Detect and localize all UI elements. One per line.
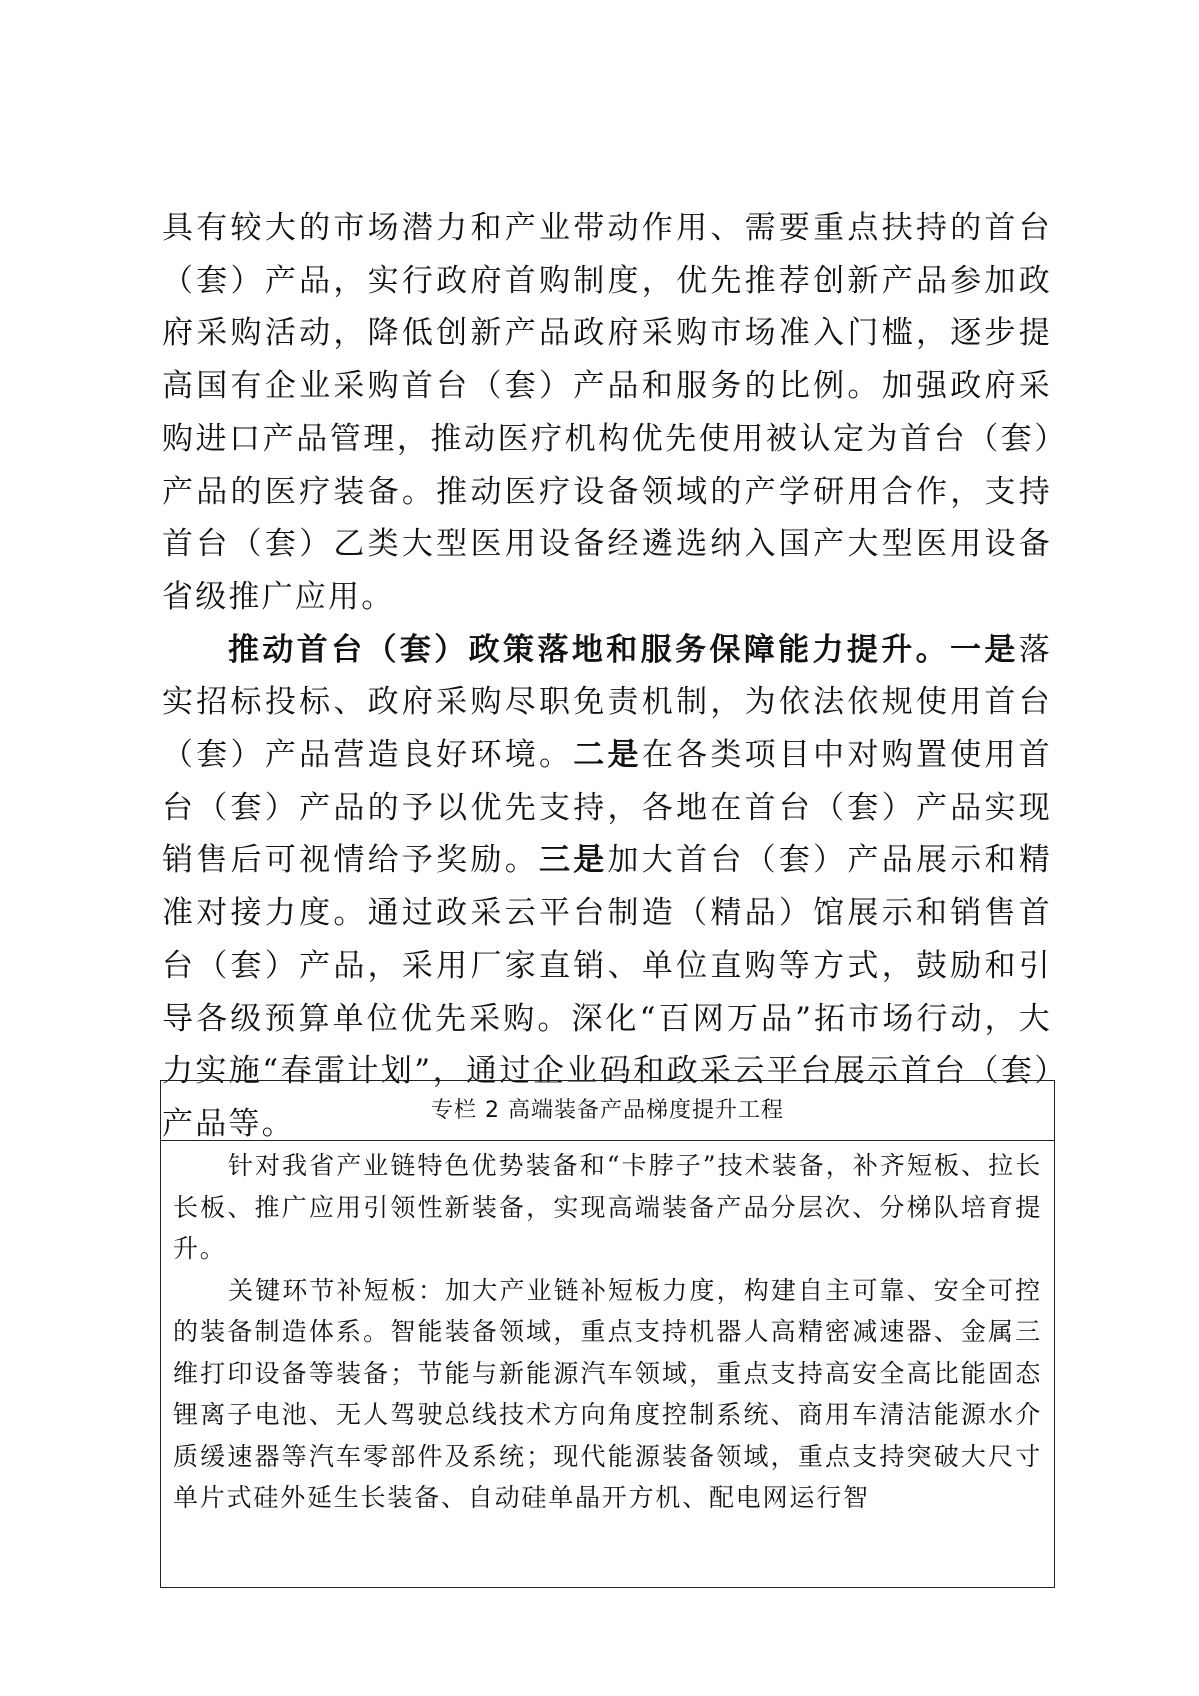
item-label-first: 一是 xyxy=(950,631,1019,668)
item-text-third: 加大首台（套）产品展示和精准对接力度。通过政采云平台制造（精品）馆展示和销售首台（套）产品，采用厂家直销、单位直购等方式，鼓励和引导各级预算单位优先采购。深化“百网万品”拓市场行动，大力实施“春雷计划”，通过企业码和政采云平台展示首台（套）产品等。 xyxy=(162,842,1052,1142)
item-text-second: 在各类项目中对购置使用首台（套）产品的予以优先支持，各地在首台（套）产品实现销售后可视情给予奖励。 xyxy=(162,737,1052,879)
paragraph-procurement xyxy=(162,202,1052,624)
column-box xyxy=(160,1080,1055,1588)
column-box-intro: 针对我省产业链特色优势装备和“卡脖子”技术装备，补齐短板、拉长长板、推广应用引领性新装备，实现高端装备产品分层次、分梯队培育提升。 xyxy=(173,1151,1042,1263)
column-box-title: 专栏 2 高端装备产品梯度提升工程 xyxy=(161,1081,1054,1141)
main-text xyxy=(162,202,1052,1151)
item-label-third: 三是 xyxy=(538,842,608,879)
paragraph-heading: 推动首台（套）政策落地和服务保障能力提升。 xyxy=(228,631,951,668)
column-box-body xyxy=(161,1141,1054,1519)
item-text-first: 落实招标投标、政府采购尽职免责机制，为依法依规使用首台（套）产品营造良好环境。 xyxy=(162,631,1052,774)
item-label-second: 二是 xyxy=(573,737,642,774)
paragraph-policy-implementation xyxy=(162,624,1052,1151)
column-box-key-links: 关键环节补短板：加大产业链补短板力度，构建自主可靠、安全可控的装备制造体系。智能装备领域，重点支持机器人高精密减速器、金属三维打印设备等装备；节能与新能源汽车领域，重点支持高安全高比能固态锂离子电池、无人驾驶总线技术方向角度控制系统、商用车清洁能源水介质缓速器等汽车零部件及系统；现代能源装备领域，重点支持突破大尺寸单片式硅外延生长装备、自动硅单晶开方机、配电网运行智 xyxy=(173,1275,1042,1512)
paragraph-procurement-text: 具有较大的市场潜力和产业带动作用、需要重点扶持的首台（套）产品，实行政府首购制度，优先推荐创新产品参加政府采购活动，降低创新产品政府采购市场准入门槛，逐步提高国有企业采购首台（套）产品和服务的比例。加强政府采购进口产品管理，推动医疗机构优先使用被认定为首台（套）产品的医疗装备。推动医疗设备领域的产学研用合作，支持首台（套）乙类大型医用设备经遴选纳入国产大型医用设备省级推广应用。 xyxy=(162,210,1052,615)
